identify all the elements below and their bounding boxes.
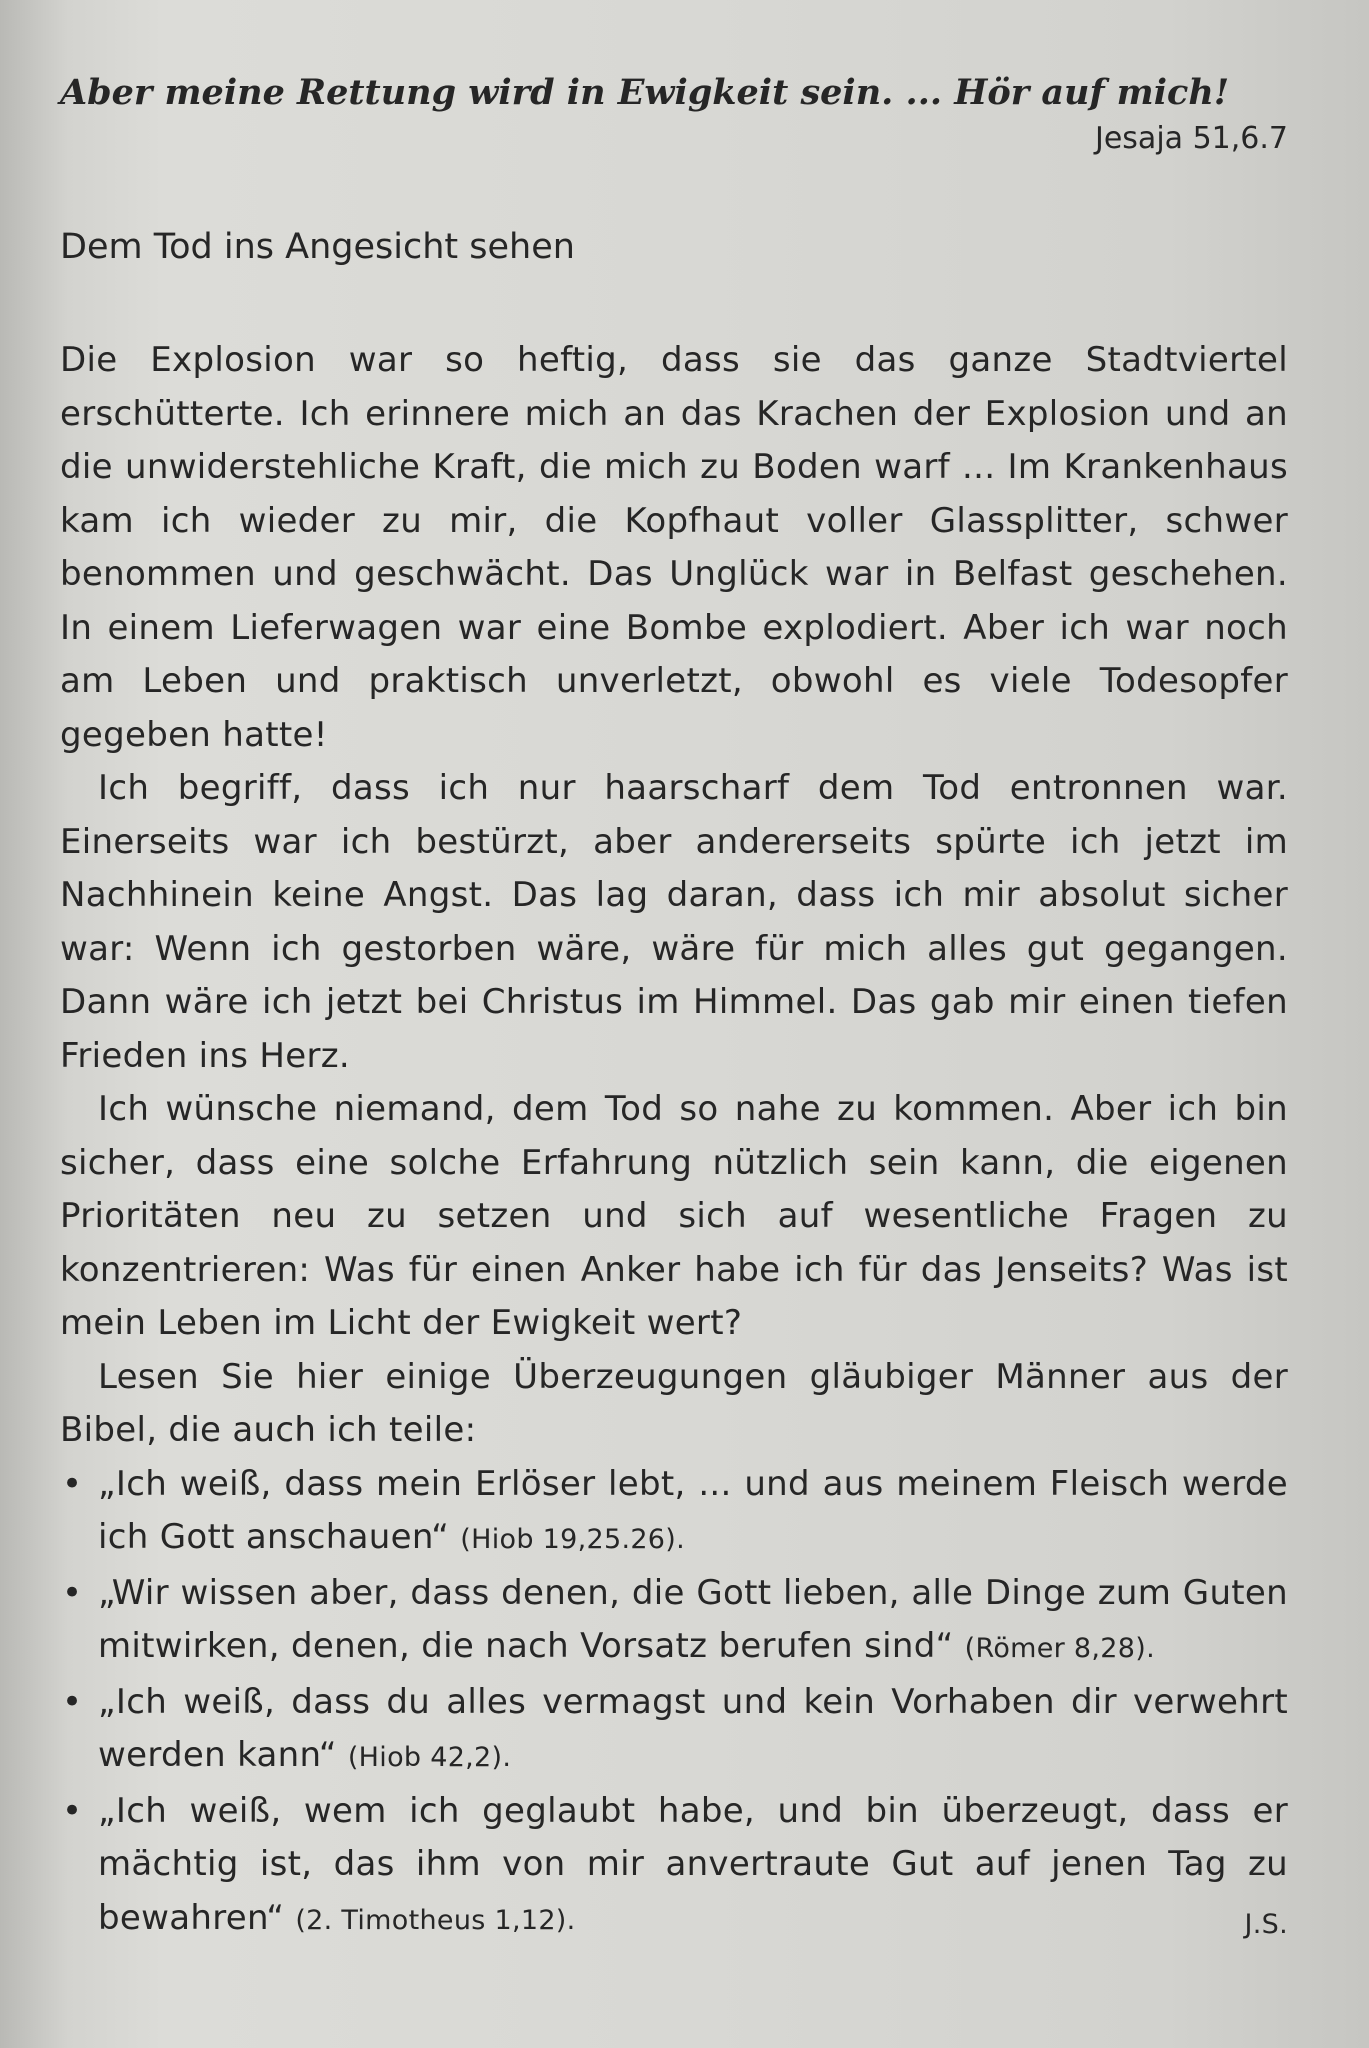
quote-reference: (Römer 8,28).: [964, 1633, 1155, 1664]
page-title: Dem Tod ins Angesicht sehen: [60, 227, 575, 267]
quote-text: „Ich weiß, dass mein Erlöser lebt, ... und aus meinem Fleisch werde ich Gott anschauen“: [98, 1463, 1288, 1557]
author-signature: J.S.: [1244, 1908, 1288, 1940]
article-body: [60, 334, 1288, 1947]
list-item: [60, 1458, 1288, 1567]
paragraph: Ich wünsche niemand, dem Tod so nahe zu kommen. Aber ich bin sicher, dass eine solche Erfahrung nützlich sein kann, die eigenen Prioritäten neu zu setzen und sich auf wesentliche Fragen zu konzentrieren: Was für einen Anker habe ich für das Jenseits? Was ist mein Leben im Licht der Ewigkeit wert?: [60, 1089, 1288, 1343]
quote-text: „Ich weiß, wem ich geglaubt habe, und bin überzeugt, dass er mächtig ist, das ihm von mir anvertraute Gut auf jenen Tag zu bewahren“: [98, 1790, 1288, 1938]
paragraph: Die Explosion war so heftig, dass sie das ganze Stadtviertel erschütterte. Ich erinnere mich an das Krachen der Explosion und an die unwiderstehliche Kraft, die mich zu Boden warf ... Im Krankenhaus kam ich wieder zu mir, die Kopfhaut voller Glassplitter, schwer benommen und geschwächt. Das Unglück war in Belfast geschehen. In einem Lieferwagen war eine Bombe explodiert. Aber ich war noch am Leben und praktisch unverletzt, obwohl es viele Todesopfer gegeben hatte!: [60, 340, 1288, 755]
motto-verse: Aber meine Rettung wird in Ewigkeit sein. ... Hör auf mich!: [60, 72, 1230, 113]
motto-source: Jesaja 51,6.7: [1095, 121, 1288, 156]
book-page: [60, 70, 1288, 2030]
quote-reference: (Hiob 42,2).: [347, 1742, 512, 1773]
list-item: [60, 1567, 1288, 1676]
paragraph: Ich begriff, dass ich nur haarscharf dem Tod entronnen war. Einerseits war ich bestürzt, aber andererseits spürte ich jetzt im Nachhinein keine Angst. Das lag daran, dass ich mir absolut sicher war: Wenn ich gestorben wäre, wäre für mich alles gut gegangen. Dann wäre ich jetzt bei Christus im Himmel. Das gab mir einen tiefen Frieden ins Herz.: [60, 768, 1288, 1076]
quote-text: „Wir wissen aber, dass denen, die Gott lieben, alle Dinge zum Guten mitwirken, denen, die nach Vorsatz berufen sind“: [98, 1572, 1288, 1666]
quote-text: „Ich weiß, dass du alles vermagst und kein Vorhaben dir verwehrt werden kann“: [98, 1681, 1288, 1775]
list-item: [60, 1676, 1288, 1785]
bible-quote-list: [60, 1458, 1288, 1948]
quote-reference: (2. Timotheus 1,12).: [295, 1904, 576, 1936]
paragraph: Lesen Sie hier einige Überzeugungen gläubiger Männer aus der Bibel, die auch ich teile:: [60, 1356, 1288, 1450]
list-item: [60, 1785, 1288, 1948]
quote-reference: (Hiob 19,25.26).: [460, 1524, 685, 1555]
